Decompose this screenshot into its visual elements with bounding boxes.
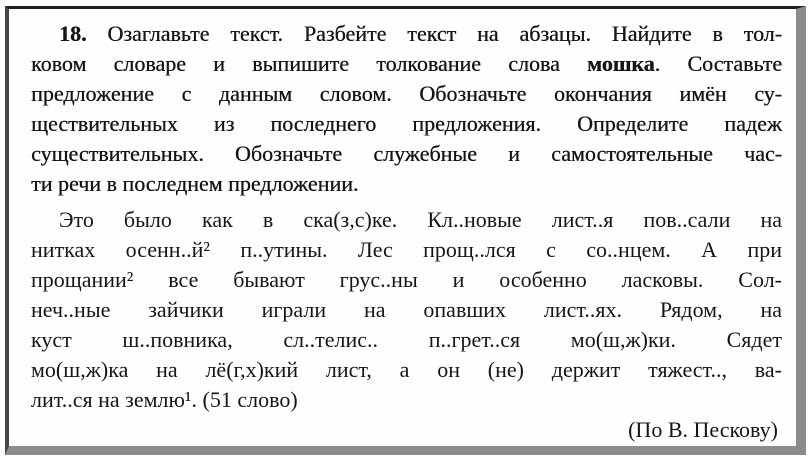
task-line-last: ти речи в последнем предложении. xyxy=(31,171,359,196)
task-line: предложение с данным словом. Обозначьте окончания имён су- xyxy=(31,81,782,106)
exercise-line: Это было как в ска(з,с)ке. Кл..новые лист..я пов..сали на xyxy=(59,207,782,232)
exercise-line: куст ш..повника, сл..телис.. п..грет..ся мо(ш,ж)ки. Сядет xyxy=(31,327,782,352)
task-line: ществительных из последнего предложения. Определите падеж xyxy=(31,111,782,136)
task-line xyxy=(31,49,782,79)
task-line: существительных. Обозначьте служебные и самостоятельные час- xyxy=(31,141,782,166)
exercise-text-paragraph xyxy=(31,205,782,415)
task-line-text: Озаглавьте текст. Разбейте текст на абзацы. Найдите в тол- xyxy=(107,21,782,46)
task-line-text: ковом словаре и выпишите толкование слова xyxy=(31,51,560,76)
task-number: 18. xyxy=(59,21,87,46)
exercise-content xyxy=(9,9,796,445)
task-instruction-paragraph xyxy=(31,19,782,199)
exercise-line: мо(ш,ж)ка на лё(г,х)кий лист, а он (не) держит тяжест.., ва- xyxy=(31,357,782,382)
exercise-line: нитках осенн..й² п..утины. Лес прощ..лся с со..нцем. А при xyxy=(31,237,782,262)
exercise-line: прощании² все бывают грус..ны и особенно ласковы. Сол- xyxy=(31,267,782,292)
exercise-line-last: лит..ся на землю¹. (51 слово) xyxy=(31,387,298,412)
task-line-text: . Составьте xyxy=(654,51,782,76)
task-bold-word: мошка xyxy=(587,51,655,76)
attribution: (По В. Пескову) xyxy=(628,417,778,442)
exercise-box-frame xyxy=(5,6,806,455)
exercise-line: неч..ные зайчики играли на опавших лист..ях. Рядом, на xyxy=(31,297,782,322)
task-line xyxy=(31,19,782,49)
